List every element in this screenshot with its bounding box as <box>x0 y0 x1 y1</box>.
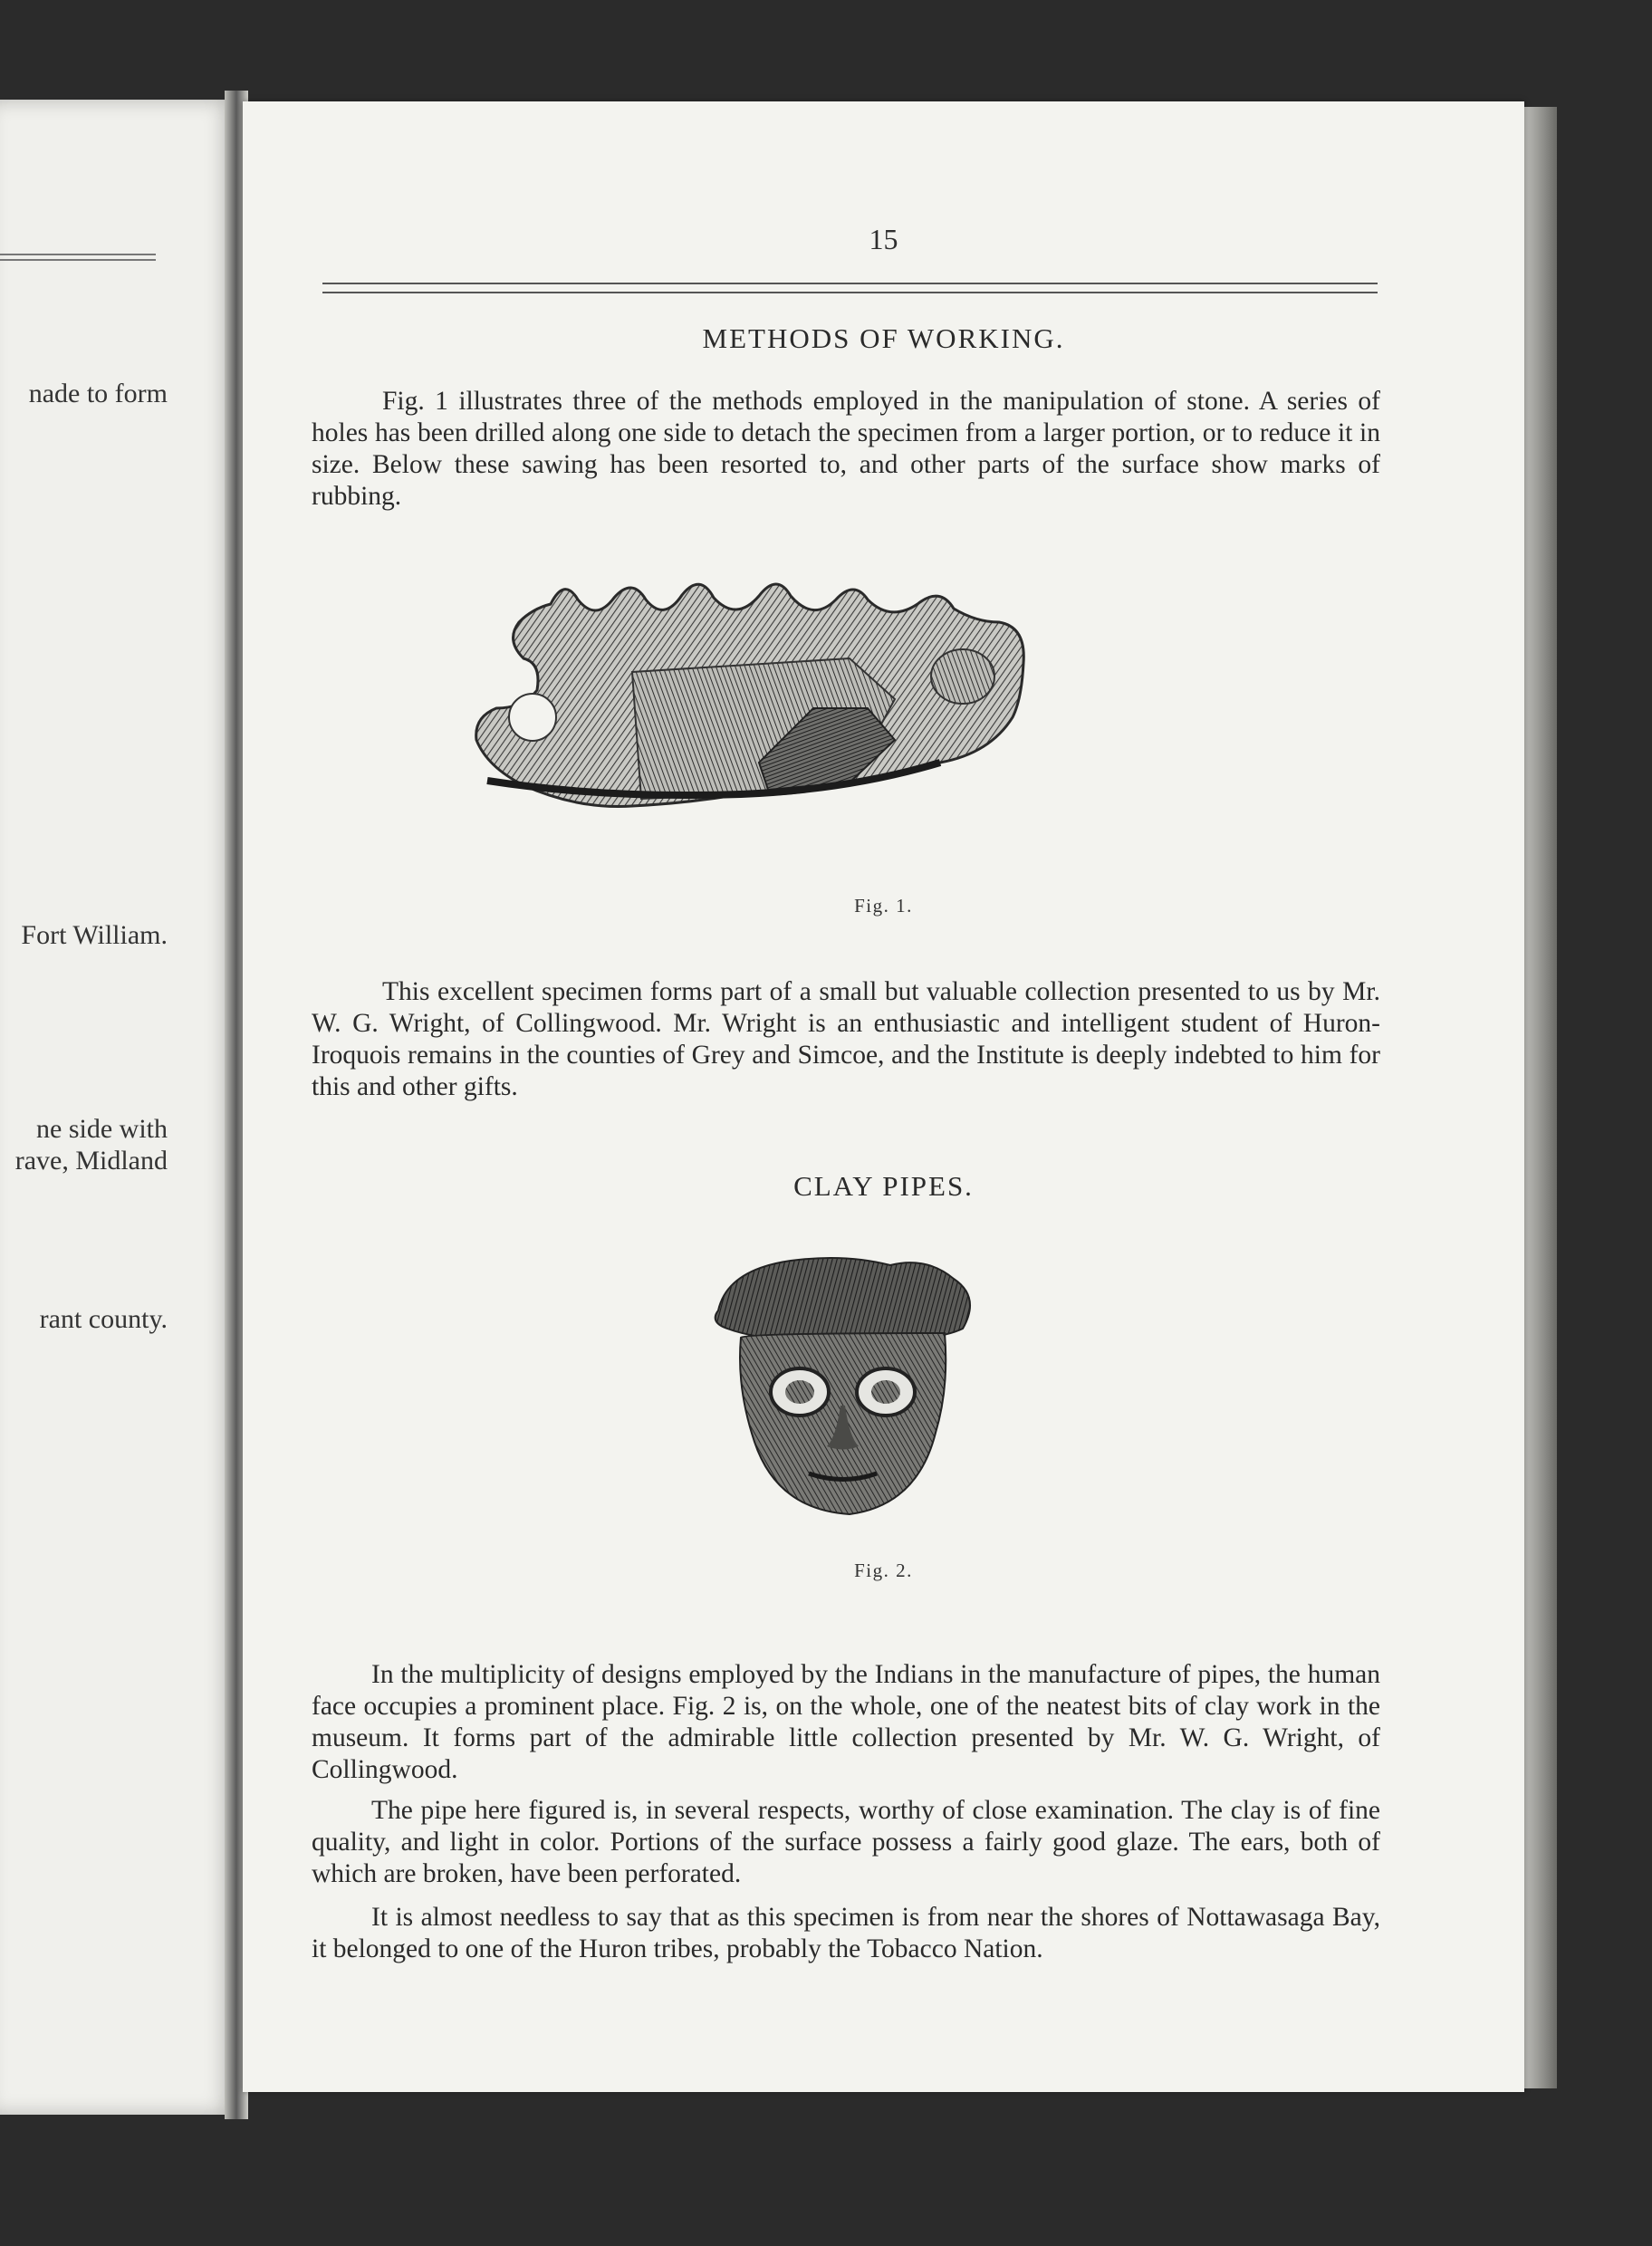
figure-1-caption: Fig. 1. <box>854 895 913 917</box>
left-page-line: ne side with <box>36 1114 168 1144</box>
left-page-rule <box>0 254 156 255</box>
clay-pipe-face-illustration <box>691 1243 999 1550</box>
left-page <box>0 100 237 2115</box>
page-edge <box>1524 107 1557 2088</box>
header-rule <box>322 283 1378 293</box>
section-heading-clay-pipes: CLAY PIPES. <box>793 1170 974 1202</box>
paragraph-huron-tribes: It is almost needless to say that as this specimen is from near the shores of Nottawasaga Bay, it belonged to one of the Huron tribes, probably the Tobacco Nation. <box>312 1903 1380 1963</box>
page-number: 15 <box>869 223 898 255</box>
paragraph-designs: In the multiplicity of designs employed by the Indians in the manufacture of pipes, the human face occupies a prominent place. Fig. 2 is, on the whole, one of the neatest bits of clay work in the museum. It forms part of the admirable little collection presented by Mr. W. G. Wright, of Collingwood. <box>312 1660 1380 1784</box>
left-page-line: rave, Midland <box>14 1146 168 1176</box>
left-page-rule <box>0 259 156 261</box>
left-page-line: Fort William. <box>21 920 168 950</box>
paragraph-methods: Fig. 1 illustrates three of the methods employed in the manipulation of stone. A series of holes has been drilled along one side to detach the specimen from a larger portion, or to reduce it in size. Below these sawing has been resorted to, and other parts of the surface show marks of rubbing. <box>312 387 1380 511</box>
section-heading-methods: METHODS OF WORKING. <box>702 322 1065 354</box>
paragraph-pipe-examination: The pipe here figured is, in several respects, worthy of close examination. The clay is of fine quality, and light in color. Portions of the surface possess a fairly good glaze. The ears, both of which are broken, have been perforated. <box>312 1796 1380 1888</box>
right-page <box>243 101 1524 2092</box>
figure-2-caption: Fig. 2. <box>854 1560 913 1581</box>
stone-specimen-illustration <box>469 572 1058 880</box>
left-page-line: nade to form <box>28 379 168 408</box>
paragraph-specimen: This excellent specimen forms part of a small but valuable collection presented to us by Mr. W. G. Wright, of Collingwood. Mr. Wright is an enthusiastic and intelligent student of Huron-Iroquois remains in the counties of Grey and Simcoe, and the Institute is deeply indebted to him for this and other gifts. <box>312 977 1380 1101</box>
left-page-line: rant county. <box>39 1304 168 1334</box>
